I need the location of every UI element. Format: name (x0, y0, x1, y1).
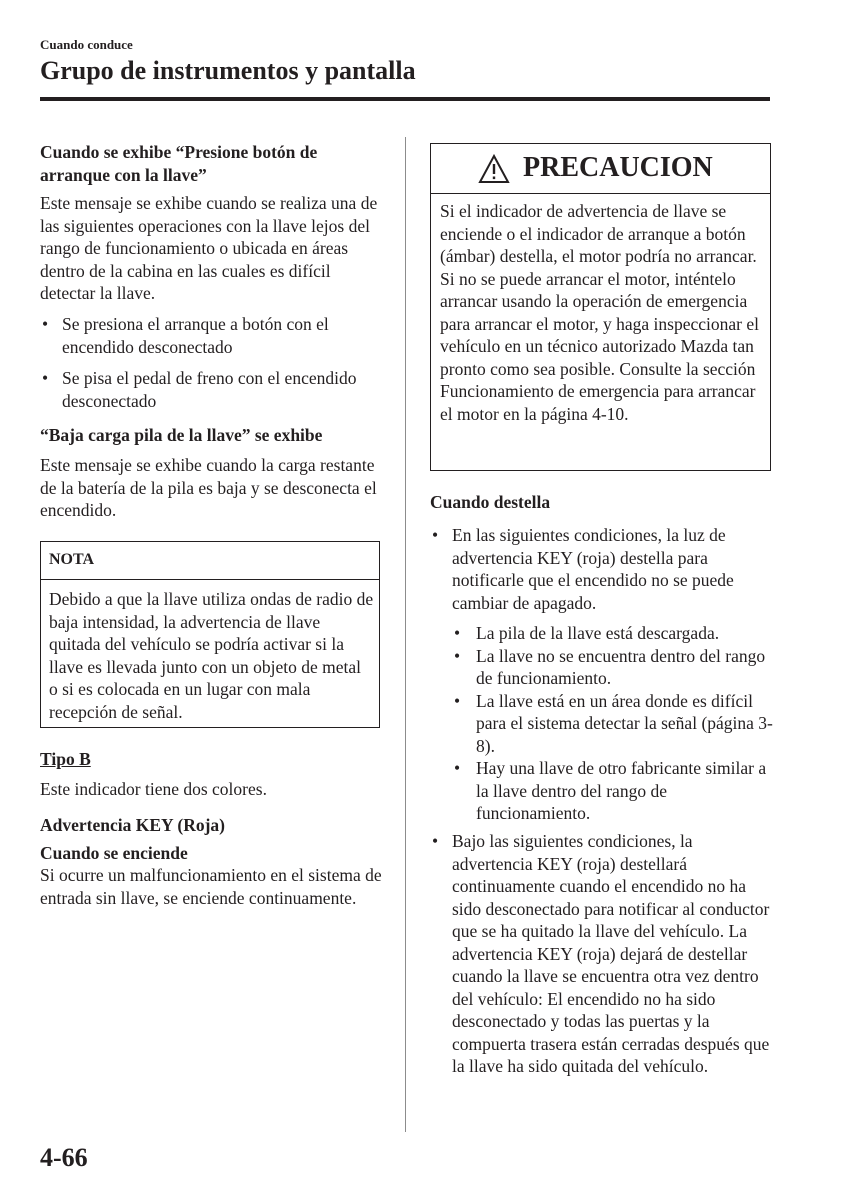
column-divider (405, 137, 406, 1132)
list-item-text: La pila de la llave está descargada. (476, 623, 720, 643)
sub-bullet-list (452, 622, 777, 825)
list-item-text: Se presiona el arranque a botón con el encendido desconectado (62, 314, 329, 357)
list-item (452, 622, 777, 645)
heading-advertencia-key: Advertencia KEY (Roja) (40, 815, 226, 835)
caution-text: Si el indicador de advertencia de llave se enciende o el indicador de arranque a botón (ámbar) destella, el motor podría no arrancar. Si no se puede arrancar el motor, inténtelo arrancar usando la operación de emergencia para arrancar el motor, y haga inspeccionar el vehículo en un técnico autorizado Mazda tan pronto como sea posible. Consulte la sección Funcionamiento de emergencia para arrancar el motor en la página 4-10. (440, 201, 759, 424)
heading-baja-carga: “Baja carga pila de la llave” se exhibe (40, 425, 323, 445)
note-label: NOTA (49, 551, 95, 568)
bullet-icon: • (432, 525, 439, 545)
bullet-icon: • (432, 831, 439, 851)
list-item (430, 830, 775, 1078)
bullet-icon: • (454, 623, 461, 643)
list-item-text: La llave no se encuentra dentro del rango de funcionamiento. (476, 645, 766, 688)
page-title: Grupo de instrumentos y pantalla (40, 56, 416, 85)
paragraph-dos-colores: Este indicador tiene dos colores. (40, 779, 267, 799)
paragraph-baja-carga: Este mensaje se exhibe cuando la carga restante de la batería de la pila es baja y se desconecta el encendido. (40, 455, 377, 520)
list-item (430, 524, 775, 614)
bullet-list-destella-1 (430, 524, 775, 614)
caution-label: PRECAUCION (523, 152, 713, 183)
bullet-icon: • (42, 368, 49, 388)
list-item-text: En las siguientes condiciones, la luz de advertencia KEY (roja) destella para notificarle que el encendido no se puede cambiar de apagado. (452, 525, 734, 613)
list-item (452, 645, 777, 690)
list-item (452, 757, 777, 825)
caution-header (431, 144, 770, 194)
bullet-icon: • (42, 314, 49, 334)
bullet-list-destella-2 (430, 830, 775, 1078)
note-header (41, 542, 379, 580)
paragraph-presione-boton: Este mensaje se exhibe cuando se realiza una de las siguientes operaciones con la llave lejos del rango de funcionamiento o ubicada en áreas dentro de la cabina en las cuales es difícil detectar la llave. (40, 193, 378, 303)
heading-cuando-destella: Cuando destella (430, 492, 551, 512)
list-item-text: Hay una llave de otro fabricante similar a la llave dentro del rango de funcionamiento. (476, 758, 767, 823)
note-box (40, 541, 380, 728)
heading-cuando-se-enciende: Cuando se enciende (40, 843, 188, 863)
bullet-icon: • (454, 645, 461, 666)
heading-tipo-b: Tipo B (40, 749, 91, 769)
bullet-icon: • (454, 690, 461, 711)
list-item (452, 690, 777, 758)
title-rule (40, 97, 770, 101)
list-item-text: Se pisa el pedal de freno con el encendido desconectado (62, 368, 357, 411)
list-item-text: Bajo las siguientes condiciones, la advertencia KEY (roja) destellará continuamente cuando el encendido no ha sido desconectado para notificar al conductor que se ha quitado la llave del vehículo. La advertencia KEY (roja) dejará de destellar cuando la llave se encuentra otra vez dentro del vehículo: El encendido no ha sido desconectado y todas las puertas y la compuerta trasera están cerradas después que la llave ha sido quitada del vehículo. (452, 831, 770, 1076)
paragraph-cuando-se-enciende: Si ocurre un malfuncionamiento en el sistema de entrada sin llave, se enciende continuamente. (40, 865, 382, 908)
warning-triangle-icon (478, 154, 510, 184)
caution-box (430, 143, 771, 471)
bullet-icon: • (454, 758, 461, 778)
list-item (40, 313, 385, 358)
list-item (40, 367, 385, 412)
page-number: 4-66 (40, 1143, 88, 1172)
note-text: Debido a que la llave utiliza ondas de radio de baja intensidad, la advertencia de llave quitada del vehículo se podría activar si la llave es llevada junto con un objeto de metal o si es colocada en un lugar con mala recepción de señal. (49, 589, 374, 722)
section-label: Cuando conduce (40, 37, 133, 52)
bullet-list-operations (40, 313, 385, 412)
heading-presione-boton: Cuando se exhibe “Presione botón de arranque con la llave” (40, 142, 318, 185)
list-item-text: La llave está en un área donde es difícil para el sistema detectar la señal (página 3-8). (476, 690, 773, 756)
